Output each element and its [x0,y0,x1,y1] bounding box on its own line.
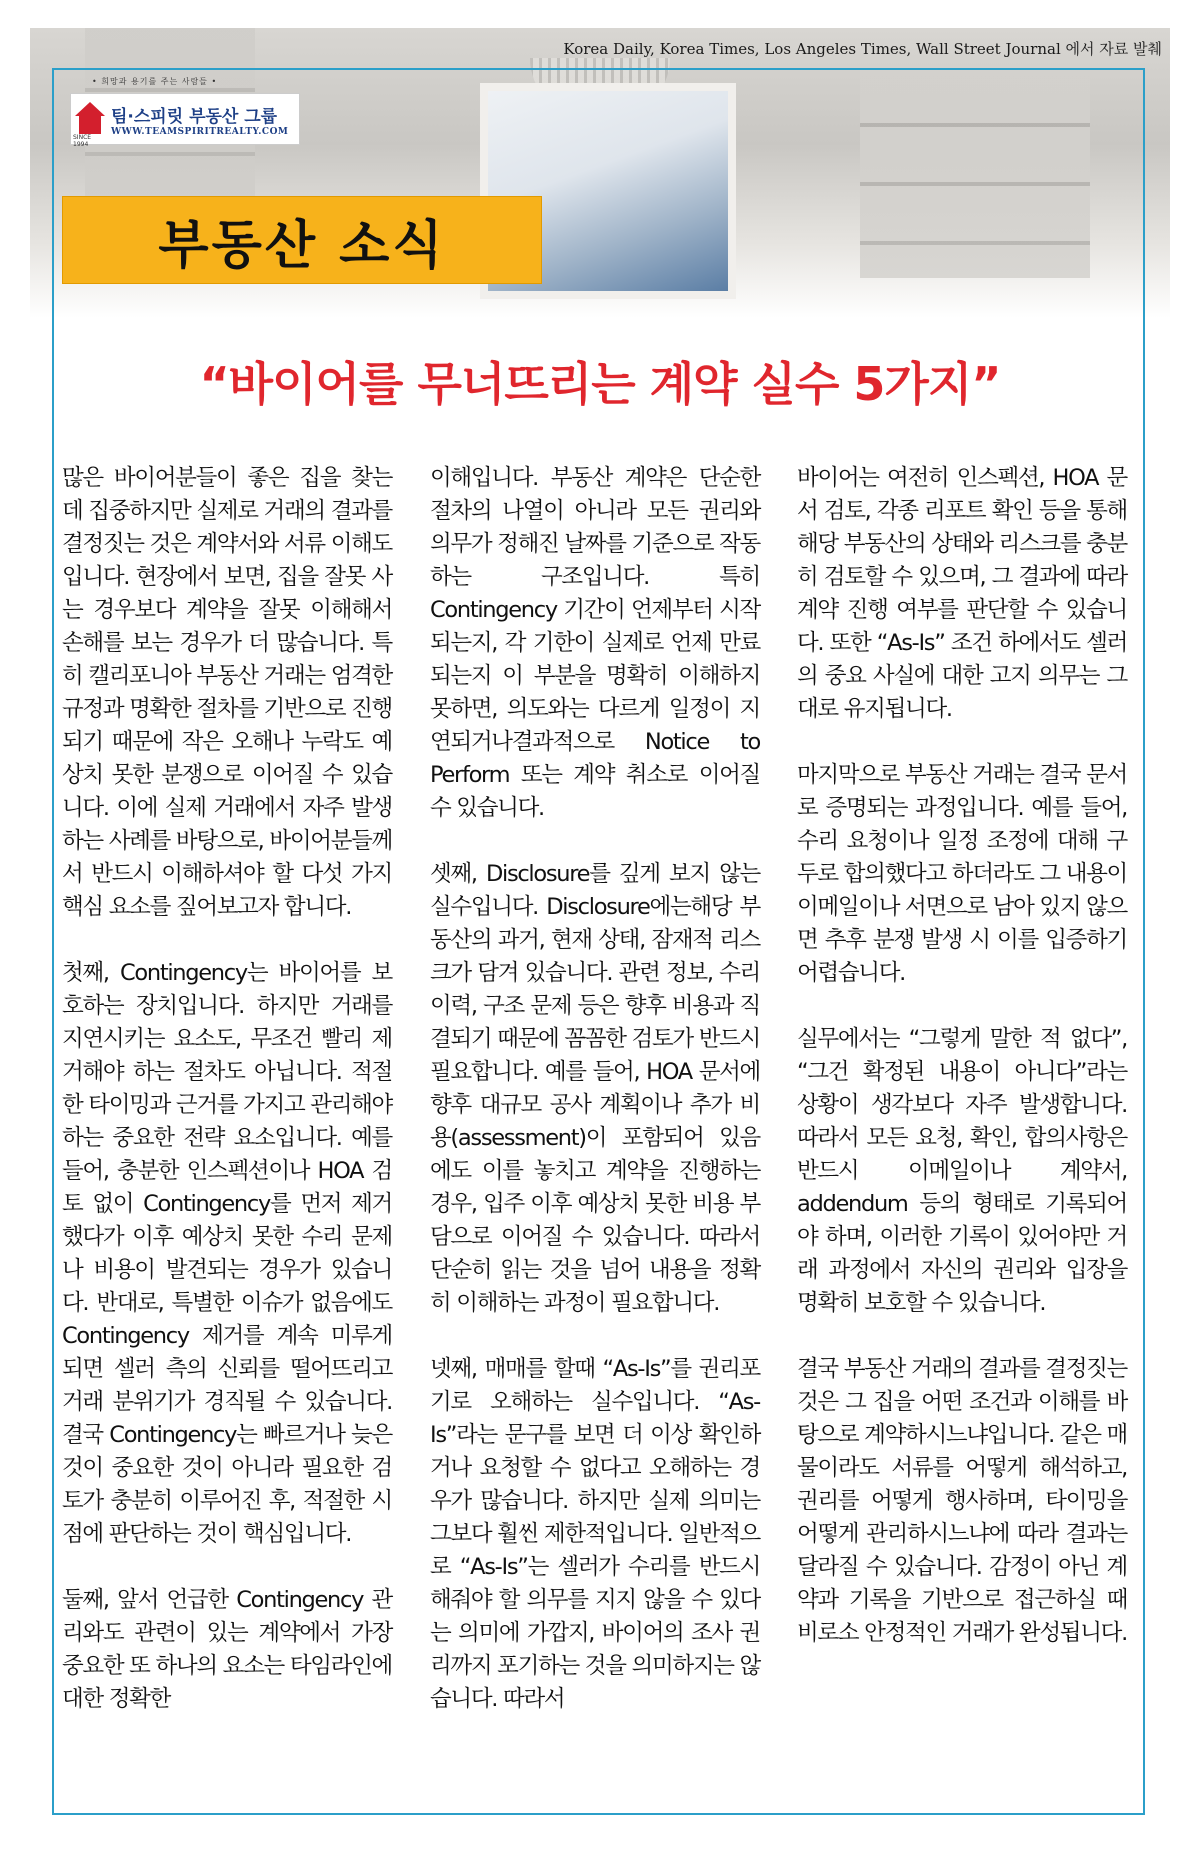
paragraph: 이해입니다. 부동산 계약은 단순한 절차의 나열이 아니라 모든 권리와 의무가 정해진 날짜를 기준으로 작동하는 구조입니다. 특히 Contingency 기간이 언제부터 시작되는지, 각 기한이 실제로 언제 만료되는지 이 부분을 명확히 이해하지 못하면, 의도와는 다르게 일정이 지연되거나결과적으로 Notice to Perform 또는 계약 취소로 이어질 수 있습니다. [430,465,760,821]
article-column-1 [62,462,392,1749]
company-logo [70,76,300,152]
logo-company-name: 팀·스피릿 부동산 그룹 [111,106,278,127]
section-banner: 부동산 소식 [62,196,542,284]
article-column-2 [430,462,760,1749]
paragraph: 결국 부동산 거래의 결과를 결정짓는 것은 그 집을 어떤 조건과 이해를 바탕으로 계약하시느냐입니다. 같은 매물이라도 서류를 어떻게 해석하고, 권리를 어떻게 행사하며, 타이밍을 어떻게 관리하시느냐에 따라 결과는 달라질 수 있습니다. 감정이 아닌 계약과 기록을 기반으로 접근하실 때 비로소 안정적인 거래가 완성됩니다. [797,1356,1127,1646]
paragraph: 실무에서는 “그렇게 말한 적 없다”, “그건 확정된 내용이 아니다”라는 상황이 생각보다 자주 발생합니다. 따라서 모든 요청, 확인, 합의사항은 반드시 이메일이나 계약서, addendum 등의 형태로 기록되어야 하며, 이러한 기록이 있어야만 거래 과정에서 자신의 권리와 입장을 명확히 보호할 수 있습니다. [797,1026,1127,1316]
logo-since: SINCE 1994 [73,134,92,148]
paragraph: 많은 바이어분들이 좋은 집을 찾는 데 집중하지만 실제로 거래의 결과를 결정짓는 것은 계약서와 서류 이해도입니다. 현장에서 보면, 집을 잘못 사는 경우보다 계약을 잘못 이해해서 손해를 보는 경우가 더 많습니다. 특히 캘리포니아 부동산 거래는 엄격한 규정과 명확한 절차를 기반으로 진행되기 때문에 작은 오해나 누락도 예상치 못한 분쟁으로 이어질 수 있습니다. 이에 실제 거래에서 자주 발생하는 사례를 바탕으로, 바이어분들께서 반드시 이해하셔야 할 다섯 가지 핵심 요소를 짚어보고자 합니다. [62,465,392,920]
source-credit: Korea Daily, Korea Times, Los Angeles Times, Wall Street Journal 에서 자료 발췌 [563,40,1162,58]
logo-text [111,102,288,137]
paragraph: 첫째, Contingency는 바이어를 보호하는 장치입니다. 하지만 거래를 지연시키는 요소도, 무조건 빨리 제거해야 하는 절차도 아닙니다. 적절한 타이밍과 근거를 가지고 관리해야 하는 중요한 전략 요소입니다. 예를 들어, 충분한 인스펙션이나 HOA 검토 없이 Contingency를 먼저 제거했다가 이후 예상치 못한 수리 문제나 비용이 발견되는 경우가 있습니다. 반대로, 특별한 이슈가 없음에도 Contingency 제거를 계속 미루게 되면 셀러 측의 신뢰를 떨어뜨리고 거래 분위기가 경직될 수 있습니다. 결국 Contingency는 빠르거나 늦은 것이 중요한 것이 아니라 필요한 검토가 충분히 이루어진 후, 적절한 시점에 판단하는 것이 핵심입니다. [62,960,392,1547]
logo-box [70,93,300,148]
house-icon [73,96,107,148]
paragraph: 마지막으로 부동산 거래는 결국 문서로 증명되는 과정입니다. 예를 들어, 수리 요청이나 일정 조정에 대해 구두로 합의했다고 하더라도 그 내용이 이메일이나 서면으로 남아 있지 않으면 추후 분쟁 발생 시 이를 입증하기 어렵습니다. [797,762,1127,986]
paragraph: 셋째, Disclosure를 깊게 보지 않는 실수입니다. Disclosure에는해당 부동산의 과거, 현재 상태, 잠재적 리스크가 담겨 있습니다. 관련 정보, 수리 이력, 구조 문제 등은 향후 비용과 직결되기 때문에 꼼꼼한 검토가 반드시 필요합니다. 예를 들어, HOA 문서에 향후 대규모 공사 계획이나 추가 비용(assessment)이 포함되어 있음에도 이를 놓치고 계약을 진행하는 경우, 입주 이후 예상치 못한 비용 부담으로 이어질 수 있습니다. 따라서 단순히 읽는 것을 넘어 내용을 정확히 이해하는 과정이 필요합니다. [430,861,760,1316]
paragraph: 넷째, 매매를 할때 “As-Is”를 권리포기로 오해하는 실수입니다. “As-Is”라는 문구를 보면 더 이상 확인하거나 요청할 수 없다고 오해하는 경우가 많습니다. 하지만 실제 의미는 그보다 훨씬 제한적입니다. 일반적으로 “As-Is”는 셀러가 수리를 반드시 해줘야 할 의무를 지지 않을 수 있다는 의미에 가깝지, 바이어의 조사 권리까지 포기하는 것을 의미하지는 않습니다. 따라서 [430,1356,760,1712]
paragraph: 둘째, 앞서 언급한 Contingency 관리와도 관련이 있는 계약에서 가장 중요한 또 하나의 요소는 타임라인에 대한 정확한 [62,1587,392,1712]
article-headline: “바이어를 무너뜨리는 계약 실수 5가지” [199,357,1001,411]
paragraph: 바이어는 여전히 인스펙션, HOA 문서 검토, 각종 리포트 확인 등을 통해 해당 부동산의 상태와 리스크를 충분히 검토할 수 있으며, 그 결과에 따라 계약 진행 여부를 판단할 수 있습니다. 또한 “As-Is” 조건 하에서도 셀러의 중요 사실에 대한 고지 의무는 그대로 유지됩니다. [797,465,1127,722]
logo-website: WWW.TEAMSPIRITREALTY.COM [111,126,289,137]
article-column-3 [797,462,1127,1683]
logo-slogan: • 희망과 용기를 주는 사람들 • [92,77,218,86]
